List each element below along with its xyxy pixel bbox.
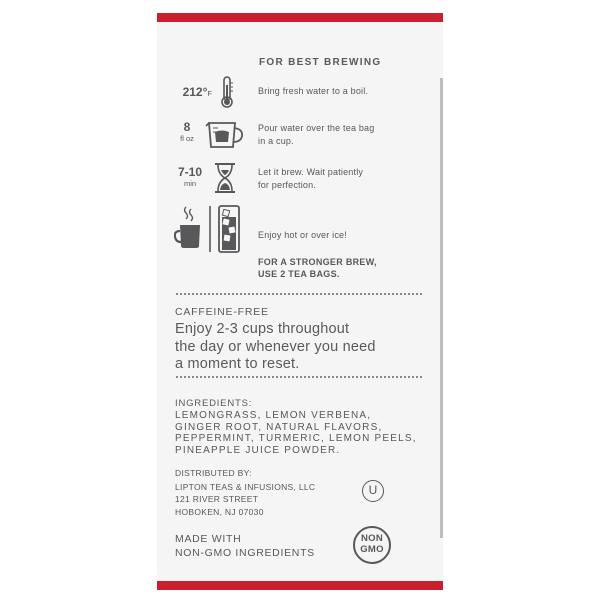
distributor-line-3: HOBOKEN, NJ 07030: [175, 506, 264, 517]
distributor-address: [175, 481, 315, 518]
hourglass-icon: [213, 162, 237, 194]
brewing-header: FOR BEST BREWING: [259, 57, 382, 68]
ingredients-line-3: PEPPERMINT, TURMERIC, LEMON PEELS,: [175, 433, 417, 445]
stronger-line-1: FOR A STRONGER BREW,: [258, 257, 377, 267]
mug-and-iced-glass-icon: [174, 205, 246, 253]
temperature-unit: F: [207, 89, 212, 98]
ingredients-list: [175, 410, 425, 457]
kosher-symbol: U: [362, 480, 384, 502]
step-2-text: [258, 122, 374, 147]
temperature-value: 212°: [182, 85, 208, 99]
temperature-label: [172, 83, 212, 101]
distributed-by-label: DISTRIBUTED BY:: [175, 468, 252, 478]
time-value: 7-10: [177, 165, 203, 179]
ingredients-line-1: LEMONGRASS, LEMON VERBENA,: [175, 410, 372, 421]
caffeine-line-1: Enjoy 2-3 cups throughout: [175, 321, 350, 337]
ingredients-label: INGREDIENTS:: [175, 398, 253, 409]
step-3-text: [258, 166, 363, 191]
step-2-line-2: in a cup.: [258, 135, 294, 146]
ingredients-line-2: GINGER ROOT, NATURAL FLAVORS,: [175, 421, 383, 433]
made-with-line-1: MADE WITH: [175, 533, 242, 545]
step-2-line-1: Pour water over the tea bag: [258, 123, 375, 133]
time-unit: min: [183, 179, 197, 189]
step-3-line-2: for perfection.: [258, 179, 317, 190]
made-with-text: [175, 533, 315, 560]
stronger-brew-note: [258, 256, 377, 280]
step-1-line: Bring fresh water to a boil.: [258, 86, 369, 96]
thermometer-icon: [218, 75, 236, 109]
non-gmo-line-1: NON: [360, 533, 383, 544]
dotted-divider: [176, 293, 422, 295]
ingredients-line-4: PINEAPPLE JUICE POWDER.: [175, 445, 341, 457]
caffeine-free-label: CAFFEINE-FREE: [175, 306, 269, 318]
step-4-line: Enjoy hot or over ice!: [258, 230, 347, 240]
step-4-text: [258, 229, 347, 242]
distributor-line-2: 121 RIVER STREET: [175, 494, 259, 505]
caffeine-line-2: the day or whenever you need: [175, 338, 376, 355]
volume-unit: fl oz: [180, 134, 194, 144]
caffeine-line-3: a moment to reset.: [175, 356, 300, 373]
volume-label: [172, 121, 202, 143]
non-gmo-badge: [353, 526, 391, 564]
stronger-line-2: USE 2 TEA BAGS.: [258, 269, 340, 280]
dotted-divider: [176, 376, 422, 378]
step-1-text: [258, 85, 368, 98]
measuring-cup-icon: [205, 120, 245, 150]
made-with-line-2: NON-GMO INGREDIENTS: [175, 546, 315, 559]
caffeine-text: [175, 321, 425, 374]
step-3-line-1: Let it brew. Wait patiently: [258, 167, 364, 177]
time-label: [172, 166, 208, 188]
panel-edge: [440, 78, 443, 538]
non-gmo-line-2: GMO: [360, 543, 384, 555]
volume-value: 8: [183, 120, 191, 134]
distributor-line-1: LIPTON TEAS & INFUSIONS, LLC: [175, 482, 316, 492]
